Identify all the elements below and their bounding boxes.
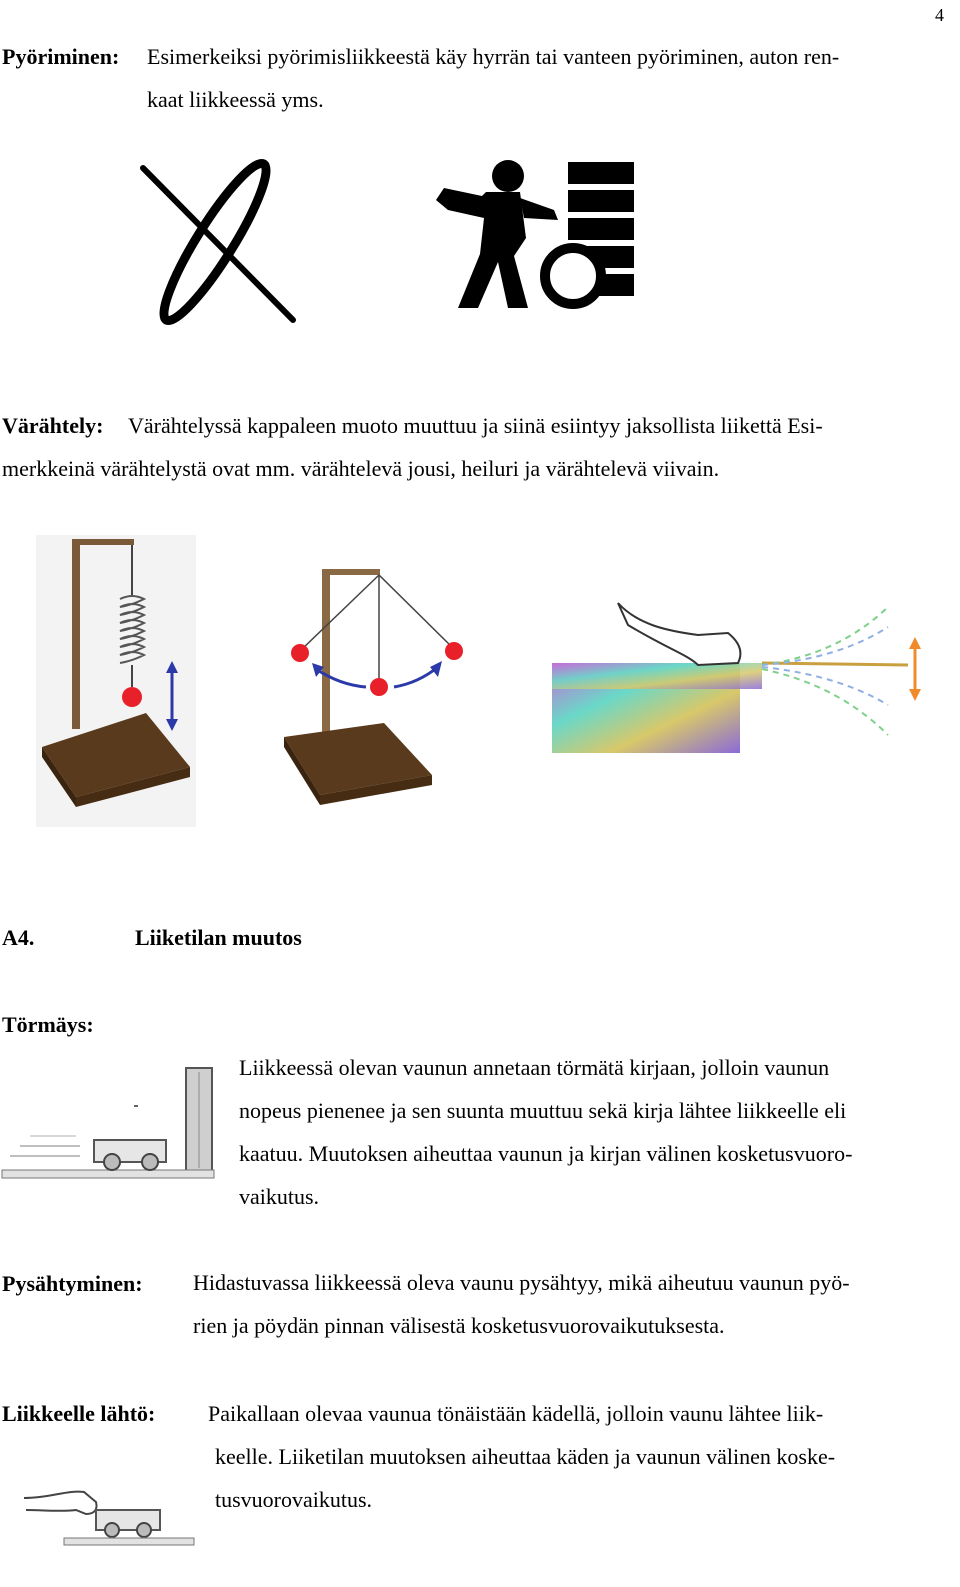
stopping-text-line2: rien ja pöydän pinnan välisestä kosketusvuorovaikutuksesta. — [193, 1313, 725, 1338]
cart-collision-illustration — [0, 1062, 220, 1186]
vibrating-ruler-illustration — [548, 595, 928, 760]
vibration-text-line1: Värähtelyssä kappaleen muoto muuttuu ja siinä esiintyy jaksollista liikettä Esi- — [128, 413, 823, 438]
start-label: Liikkeelle lähtö: — [2, 1401, 156, 1426]
collision-label: Törmäys: — [2, 1012, 94, 1037]
start-text-line2: keelle. Liiketilan muutoksen aiheuttaa käden ja vaunun välinen koske- — [215, 1444, 836, 1469]
start-text-line1: Paikallaan olevaa vaunua tönäistään kädellä, jolloin vaunu lähtee liik- — [208, 1401, 824, 1426]
stopping-text-line1: Hidastuvassa liikkeessä oleva vaunu pysähtyy, mikä aiheutuu vaunun pyö- — [193, 1270, 850, 1295]
rotation-text-line1: Esimerkeiksi pyörimisliikkeestä käy hyrrän tai vanteen pyöriminen, auton ren- — [147, 44, 840, 69]
section-number: A4. — [2, 925, 35, 950]
spinning-hoop-illustration — [135, 160, 305, 330]
page-number: 4 — [935, 5, 944, 25]
section-title: Liiketilan muutos — [135, 925, 302, 950]
collision-text-line4: vaikutus. — [239, 1184, 320, 1209]
start-text-line3: tusvuorovaikutus. — [215, 1487, 373, 1512]
collision-text — [239, 1046, 852, 1218]
pendulum-illustration — [280, 565, 470, 815]
spring-oscillator-illustration — [36, 535, 196, 827]
stopping-label: Pysähtyminen: — [2, 1271, 143, 1296]
collision-text-line2: nopeus pienenee ja sen suunta muuttuu sekä kirja lähtee liikkeelle eli — [239, 1098, 847, 1123]
collision-text-line1: Liikkeessä olevan vaunun annetaan törmätä kirjaan, jolloin vaunun — [239, 1055, 830, 1080]
man-pushing-tire-illustration — [428, 158, 640, 313]
collision-text-line3: kaatuu. Muutoksen aiheuttaa vaunun ja kirjan välinen kosketusvuoro- — [239, 1141, 853, 1166]
rotation-label: Pyöriminen: — [2, 44, 120, 69]
vibration-text-line2: merkkeinä värähtelystä ovat mm. värähtelevä jousi, heiluri ja värähtelevä viivain. — [2, 456, 720, 481]
stopping-text — [193, 1261, 850, 1347]
rotation-text-line2: kaat liikkeessä yms. — [147, 87, 324, 112]
hand-pushing-cart-illustration — [20, 1480, 200, 1560]
vibration-label: Värähtely: — [2, 413, 104, 438]
